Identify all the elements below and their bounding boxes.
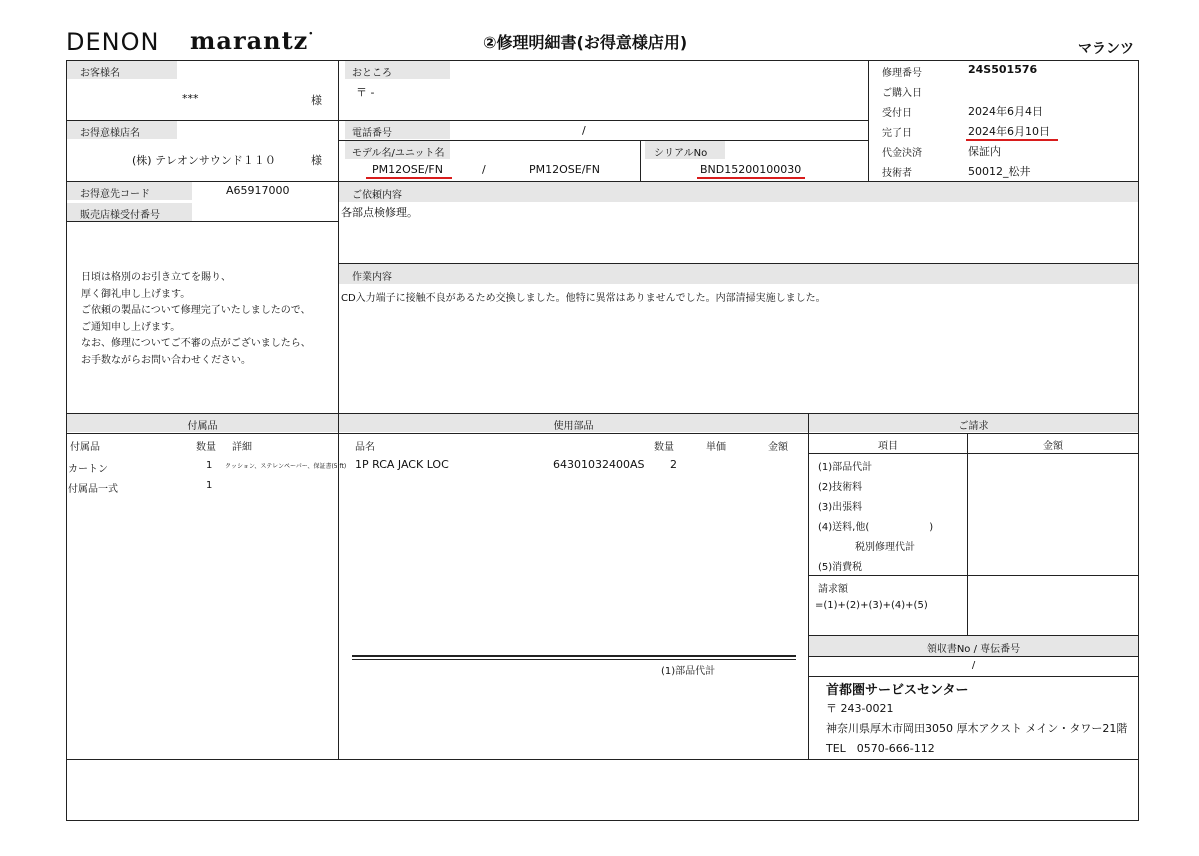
billing-total-label: 請求額: [818, 584, 848, 595]
document-title: ②修理明細書(お得意様店用): [483, 33, 688, 52]
completed-value: 2024年6月10日: [968, 125, 1050, 138]
unit-value: PM12OSE/FN: [529, 163, 600, 176]
phone-value: /: [582, 124, 586, 137]
receipt-label: 領収書No / 専伝番号: [926, 644, 1021, 655]
received-label: 受付日: [882, 108, 912, 119]
serial-value: BND15200100030: [700, 163, 802, 176]
customer-label: お客様名: [80, 68, 120, 79]
model-value: PM12OSE/FN: [372, 163, 443, 176]
shade-request: [339, 182, 1138, 202]
billing-item: 税別修理代計: [855, 542, 915, 553]
message-line: お手数ながらお問い合わせください。: [81, 354, 251, 366]
request-text: 各部点検修理。: [341, 206, 418, 219]
shop-receipt-label: 販売店様受付番号: [80, 210, 160, 221]
message-line: 日頃は格別のお引き立てを賜り、: [81, 272, 231, 283]
marantz-katakana: マランツ: [1078, 41, 1134, 57]
message-line: ご通知申し上げます。: [81, 321, 181, 333]
denon-logo: DENON: [66, 28, 160, 56]
parts-header-unit: 単価: [706, 442, 726, 453]
service-center-postal: 〒 243-0021: [826, 702, 894, 715]
work-text: CD入力端子に接触不良があるため交換しました。他特に異常はありませんでした。内部清掃実施しました。: [341, 293, 826, 304]
billing-item: (3)出張料: [818, 502, 863, 513]
marantz-logo-text: marantz: [190, 26, 309, 55]
customer-suffix: 様: [311, 94, 322, 107]
completed-underline: [966, 139, 1058, 141]
model-underline: [366, 177, 452, 179]
purchase-label: ご購入日: [882, 88, 922, 99]
part-name: 1P RCA JACK LOC: [355, 458, 449, 471]
thank-you-message: [81, 270, 311, 369]
shade-work: [339, 264, 1138, 284]
accessory-item-name: 付属品一式: [68, 484, 118, 495]
repair-no-label: 修理番号: [882, 68, 922, 79]
model-label: モデル名/ユニット名: [352, 148, 445, 159]
address-value: 〒 -: [356, 86, 375, 99]
parts-title: 使用部品: [553, 421, 594, 432]
dealer-code-value: A65917000: [226, 184, 290, 197]
billing-item: (4)送料,他( ): [818, 522, 934, 533]
dealer-name: (株) テレオンサウンド１１０: [132, 154, 276, 167]
part-code: 64301032400AS: [553, 458, 645, 471]
billing-item: (5)消費税: [818, 562, 863, 573]
tech-label: 技術者: [882, 168, 912, 179]
dealer-code-label: お得意先コード: [80, 189, 150, 200]
accessory-item-detail: クッション、ステレンペーパー、保証書(5 ft): [225, 463, 347, 470]
service-center-name: 首都圏サービスセンター: [826, 683, 969, 698]
billing-item: (2)技術料: [818, 482, 863, 493]
message-line: なお、修理についてご不審の点がございましたら、: [81, 338, 311, 349]
accessories-header-item: 付属品: [70, 442, 100, 453]
serial-underline: [697, 177, 805, 179]
payment-value: 保証内: [968, 145, 1001, 158]
tech-value: 50012_松井: [968, 165, 1031, 178]
parts-header-name: 品名: [355, 442, 375, 453]
accessory-item-qty: 1: [206, 460, 213, 471]
message-line: 厚く御礼申し上げます。: [81, 288, 191, 300]
accessories-header-detail: 詳細: [232, 442, 252, 453]
serial-label: シリアルNo: [654, 148, 708, 159]
service-center-address: 神奈川県厚木市岡田3050 厚木アクスト メイン・タワー21階: [826, 722, 1128, 735]
repair-no-value: 24S501576: [968, 63, 1038, 76]
accessories-header-qty: 数量: [196, 442, 216, 453]
payment-label: 代金決済: [882, 148, 922, 159]
customer-name: ***: [182, 92, 199, 105]
parts-header-qty: 数量: [654, 442, 674, 453]
phone-label: 電話番号: [352, 128, 392, 139]
billing-header-item: 項目: [878, 441, 898, 452]
work-label: 作業内容: [352, 272, 392, 283]
billing-title: ご請求: [958, 421, 989, 432]
billing-header-amount: 金額: [1043, 441, 1063, 452]
marantz-logo-mark: ·: [308, 26, 315, 42]
receipt-value: /: [971, 660, 976, 671]
parts-subtotal-label: (1)部品代計: [661, 666, 716, 677]
model-separator: /: [482, 163, 486, 176]
request-label: ご依頼内容: [352, 190, 402, 201]
received-value: 2024年6月4日: [968, 105, 1043, 118]
part-qty: 2: [670, 458, 677, 471]
marantz-logo: [190, 26, 314, 55]
accessory-item-qty: 1: [206, 480, 213, 491]
billing-total-formula: =(1)+(2)+(3)+(4)+(5): [815, 600, 928, 611]
billing-item: (1)部品代計: [818, 462, 873, 473]
accessories-title: 付属品: [187, 421, 218, 432]
parts-header-amount: 金額: [768, 442, 788, 453]
dealer-label: お得意様店名: [80, 128, 140, 139]
message-line: ご依頼の製品について修理完了いたしましたので、: [81, 305, 311, 316]
address-label: おところ: [352, 68, 392, 79]
completed-label: 完了日: [882, 128, 912, 139]
service-center-tel: TEL 0570-666-112: [826, 742, 935, 755]
dealer-suffix: 様: [311, 154, 322, 167]
accessory-item-name: カートン: [68, 464, 108, 475]
